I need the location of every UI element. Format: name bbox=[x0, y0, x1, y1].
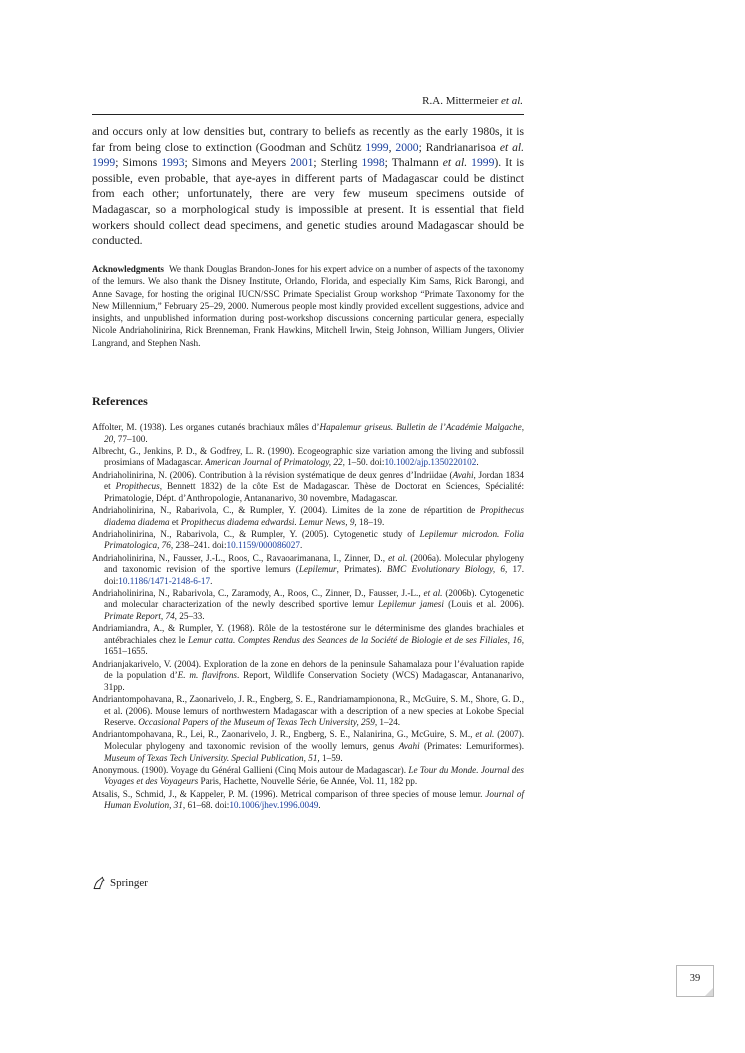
italic-text: Primate Report, 74, bbox=[104, 611, 177, 622]
page-number: 39 bbox=[689, 973, 701, 984]
text-run: (Primates: Lemuriformes). bbox=[419, 740, 524, 751]
text-run: Andriantompohavana, R., Lei, R., Zaonarivelo, J. R., Engberg, S. E., Nalanirina, G., McGuire, S. M., bbox=[92, 729, 476, 740]
header-author-name: R.A. Mittermeier bbox=[422, 95, 501, 107]
reference-item bbox=[92, 623, 524, 658]
text-run: 1–59. bbox=[319, 752, 343, 763]
italic-text: Occasional Papers of the Museum of Texas Tech University, 259, bbox=[138, 717, 378, 728]
text-run: 18–19. bbox=[356, 516, 385, 527]
italic-text: et al. bbox=[442, 156, 468, 170]
text-run: Andriaholinirina, N., Rabarivola, C., & Rumpler, Y. (2004). Limites de la zone de répartition de bbox=[92, 504, 480, 515]
text-run: ; Randrianarisoa bbox=[418, 140, 500, 154]
reference-item bbox=[92, 553, 524, 588]
italic-text: Propithecus bbox=[115, 481, 160, 492]
acknowledgments-label: Acknowledgments bbox=[92, 264, 164, 274]
citation-link[interactable]: 2000 bbox=[395, 140, 419, 154]
italic-text: Lepilemur jamesi bbox=[377, 599, 444, 610]
citation-link[interactable]: 10.1159/000086027 bbox=[226, 540, 300, 551]
text-run: ; Simons and Meyers bbox=[184, 156, 291, 170]
reference-item bbox=[92, 789, 524, 812]
italic-text: Propithecus diadema edwardsi. Lemur News, 9, bbox=[180, 516, 357, 527]
reference-item bbox=[92, 659, 524, 694]
citation-link[interactable]: 10.1006/jhev.1996.0049 bbox=[229, 800, 319, 811]
publisher-logo bbox=[92, 876, 148, 890]
text-run: 1–24. bbox=[377, 717, 401, 728]
header-rule bbox=[92, 114, 524, 115]
reference-item bbox=[92, 694, 524, 729]
text-run: (2006a). Molecular phylogeny and taxonomic revision of the sportive lemurs ( bbox=[104, 552, 524, 575]
text-run: Andriantompohavana, R., Zaonarivelo, J. R., Engberg, S. E., Randriamampionona, R., McGuire, S. M., Shore, G. D., et al. (2006). Mouse lemurs of northwestern Madagascar with a description of a new species at Lokobe Special Reserve. bbox=[92, 694, 524, 728]
text-run: Atsalis, S., Schmid, J., & Kappeler, P. M. (1996). Metrical comparison of three species of mouse lemur. bbox=[92, 788, 486, 799]
text-run: Paris, Hachette, Nouvelle Série, 6e Année, Vol. 11, 182 pp. bbox=[198, 776, 418, 787]
text-run: Andrianjakarivelo, V. (2004). Exploration de la zone en dehors de la peninsule Sahamalaza pour l’évaluation rapide de la population d’ bbox=[92, 658, 524, 681]
italic-text: et al. bbox=[475, 729, 495, 740]
running-header bbox=[422, 95, 523, 107]
text-run: 1651–1655. bbox=[104, 646, 148, 657]
text-run: Andriamiandra, A., & Rumpler, Y. (1968). Rôle de la testostérone sur le déterminisme des glandes brachiales et antébrachiales chez le bbox=[92, 623, 524, 645]
reference-item bbox=[92, 765, 524, 788]
header-author-etal: et al. bbox=[501, 95, 523, 107]
text-run: Albrecht, G., Jenkins, P. D., & Godfrey, L. R. (1990). Ecogeographic size variation among the living and subfossil prosimians of Madagascar. bbox=[92, 445, 524, 468]
italic-text: Avahi bbox=[452, 469, 474, 480]
text-run: and occurs only at low densities but, contrary to beliefs as recently as the early 1980s, it is far from being close to extinction (Goodman and Schütz bbox=[92, 125, 524, 154]
text-run: . bbox=[299, 540, 303, 551]
text-run: . bbox=[476, 457, 479, 468]
text-run: 1–50. doi: bbox=[344, 457, 385, 468]
reference-item bbox=[92, 505, 524, 528]
reference-item bbox=[92, 529, 524, 552]
italic-text: Hapalemur griseus. Bulletin de l’Académie Malgache, 20, bbox=[104, 422, 524, 444]
reference-item bbox=[92, 422, 524, 445]
italic-text: Lepilemur bbox=[298, 564, 337, 575]
text-run: Affolter, M. (1938). Les organes cutanés brachiaux mâles d’ bbox=[92, 422, 320, 432]
text-run: , Jordan 1834 et bbox=[104, 469, 525, 492]
text-run: (Louis et al. 2006). bbox=[443, 599, 524, 610]
acknowledgments-paragraph bbox=[92, 263, 524, 349]
text-run: . bbox=[210, 575, 213, 586]
text-run: Andriaholinirina, N. (2006). Contribution à la révision systématique de deux genres d’Indriidae ( bbox=[92, 469, 453, 480]
italic-text: Lemur catta. Comptes Rendus des Seances de la Société de Biologie et de ses Filiales, 16, bbox=[187, 634, 524, 645]
italic-text: Journal of Human Evolution, 31, bbox=[104, 788, 524, 811]
italic-text: E. m. flavifrons bbox=[177, 670, 237, 681]
body-paragraph bbox=[92, 124, 524, 249]
italic-text: et al. bbox=[499, 140, 525, 154]
text-run: Anonymous. (1900). Voyage du Général Gallieni (Cinq Mois autour de Madagascar). bbox=[92, 764, 409, 775]
text-run: 238–241. doi: bbox=[173, 540, 227, 551]
text-run: Andriaholinirina, N., Fausser, J.-L., Roos, C., Ravaoarimanana, I., Zinner, D., bbox=[92, 552, 389, 563]
publisher-name: Springer bbox=[110, 877, 148, 889]
text-run: 77–100. bbox=[115, 433, 148, 444]
page-corner-icon bbox=[705, 988, 713, 996]
italic-text: Avahi bbox=[398, 740, 420, 751]
italic-text: Lepilemur microdon. Folia Primatologica, 76, bbox=[104, 528, 524, 551]
text-run: et bbox=[169, 516, 181, 527]
citation-link[interactable]: 1998 bbox=[361, 156, 385, 170]
text-run: 25–33. bbox=[176, 611, 205, 622]
text-run: ). It is possible, even probable, that aye-ayes in different parts of Madagascar could be distinct from each other; unfortunately, there are very few museum specimens outside of Madagascar, so a morphological study is impossible at present. It is essential that field workers should collect dead specimens, and genetic studies around Madagascar should be conducted. bbox=[92, 156, 525, 248]
reference-item bbox=[92, 470, 524, 505]
text-run: 61–68. doi: bbox=[185, 800, 230, 811]
text-run: (2007). Molecular phylogeny and taxonomic revision of the woolly lemurs, genus bbox=[104, 729, 524, 751]
text-run: ; Thalmann bbox=[384, 156, 443, 170]
italic-text: American Journal of Primatology, 22, bbox=[205, 457, 345, 468]
acknowledgments-text: We thank Douglas Brandon-Jones for his expert advice on a number of aspects of the taxonomy of the lemurs. We also thank the Disney Institute, Orlando, Florida, and especially Kim Sams, Rick Barongi, and Anne Savage, for hosting the original IUCN/SSC Primate Specialist Group workshop “Primate Taxonomy for the New Millennium,” February 25–29, 2000. Numerous people most kindly provided excellent suggestions, advice and insights, and unpublished information during post-workshop discussions concerning particular genera, especially Nicole Andriaholinirina, Rick Brenneman, Frank Hawkins, Mitchell Irwin, Steig Johnson, William Jungers, Olivier Langrand, and Stephen Nash. bbox=[92, 264, 524, 348]
page-number-box bbox=[676, 965, 714, 997]
reference-list bbox=[92, 422, 524, 812]
italic-text: BMC Evolutionary Biology, 6, bbox=[386, 564, 508, 575]
citation-link[interactable]: 10.1002/ajp.1350220102 bbox=[384, 457, 477, 468]
text-run: 17. doi: bbox=[104, 564, 524, 586]
text-run: ; Simons bbox=[115, 156, 162, 170]
text-run: (2006b). Cytogenetic and molecular characterization of the newly described sportive lemur bbox=[104, 587, 524, 610]
italic-text: Le Tour du Monde. Journal des Voyages et des Voyageurs bbox=[104, 764, 524, 787]
italic-text: Museum of Texas Tech University. Special Publication, 51, bbox=[104, 752, 320, 763]
text-run: , Primates). bbox=[336, 564, 387, 575]
citation-link[interactable]: 1999 bbox=[92, 156, 116, 170]
text-run: Andriaholinirina, N., Rabarivola, C., & Rumpler, Y. (2005). Cytogenetic study of bbox=[92, 528, 420, 539]
text-run: ; Sterling bbox=[313, 156, 362, 170]
italic-text: et al. bbox=[388, 552, 408, 563]
reference-item bbox=[92, 588, 524, 623]
text-run: Andriaholinirina, N., Rabarivola, C., Zaramody, A., Roos, C., Zinner, D., Fausser, J.-L., bbox=[92, 587, 424, 598]
references-heading: References bbox=[92, 394, 148, 408]
citation-link[interactable]: 2001 bbox=[290, 156, 314, 170]
italic-text: et al. bbox=[423, 587, 443, 598]
citation-link[interactable]: 1999 bbox=[365, 140, 389, 154]
text-run: , bbox=[388, 140, 396, 154]
citation-link[interactable]: 10.1186/1471-2148-6-17 bbox=[118, 575, 211, 586]
citation-link[interactable]: 1999 bbox=[471, 156, 495, 170]
text-run: . bbox=[318, 800, 321, 811]
text-run: , Bennett 1832) de la côte Est de Madagascar. Thèse de Doctorat en Sciences, Spécialité: Primatologie, Dépt. d’Anthropologie, Antananarivo, 30 novembre, Madagascar. bbox=[104, 481, 524, 503]
text-run: . Report, Wildlife Conservation Society (WCS) Madagascar, Antananarivo, 31pp. bbox=[104, 670, 524, 692]
citation-link[interactable]: 1993 bbox=[161, 156, 185, 170]
springer-horse-icon bbox=[92, 876, 106, 890]
reference-item bbox=[92, 446, 524, 469]
italic-text: Propithecus diadema diadema bbox=[104, 504, 524, 527]
reference-item bbox=[92, 729, 524, 764]
